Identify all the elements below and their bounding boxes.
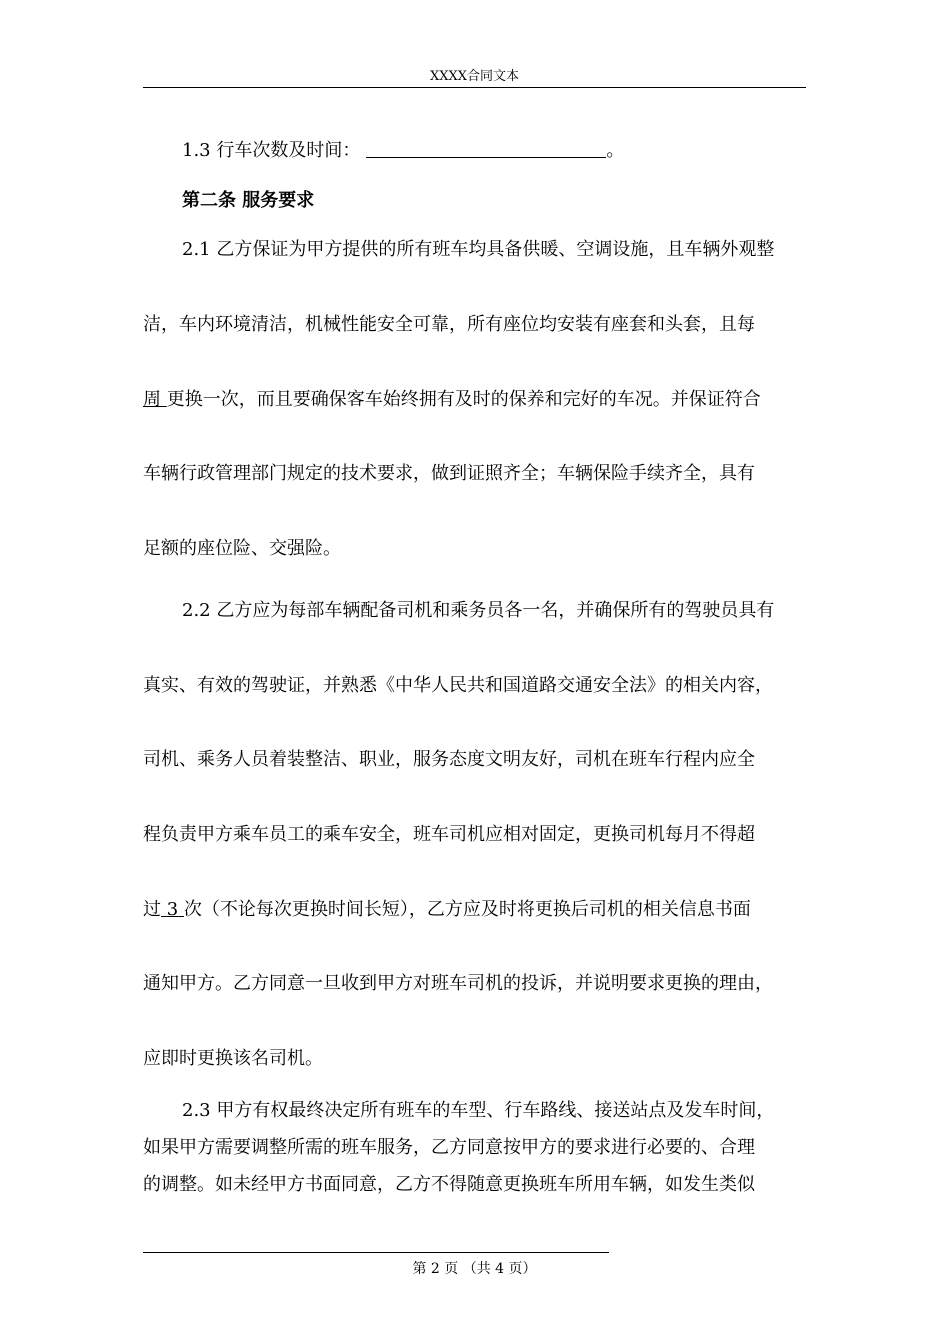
clause-2-1-line-2: 洁，车内环境清洁，机械性能安全可靠，所有座位均安装有座套和头套，且每 [143,314,755,335]
clause-2-2-line-1 [182,599,774,623]
clause-2-1-line-1 [182,238,774,262]
clause-tail: 。 [606,140,625,161]
clause-text: 甲方有权最终决定所有班车的车型、行车路线、接送站点及发车时间， [216,1100,775,1121]
clause-2-2-line-5 [143,898,751,922]
clause-number: 1.3 [182,140,211,161]
clause-2-2-line-7: 应即时更换该名司机。 [143,1048,323,1069]
clause-2-3-line-3: 的调整。如未经甲方书面同意，乙方不得随意更换班车所用车辆，如发生类似 [143,1174,755,1195]
clause-2-1-line-3 [143,388,761,412]
driver-change-count: 3 [166,899,179,920]
clause-2-2-line-3: 司机、乘务人员着装整洁、职业，服务态度文明友好，司机在班车行程内应全 [143,749,755,770]
clause-2-2-line-6: 通知甲方。乙方同意一旦收到甲方对班车司机的投诉，并说明要求更换的理由， [143,973,773,994]
clause-label: 行车次数及时间： [216,140,361,161]
page-number: 第 2 页 （共 4 页） [412,1261,537,1277]
clause-2-1-line-5: 足额的座位险、交强险。 [143,538,341,559]
clause-number: 2.3 [182,1100,211,1121]
clause-text: 乙方保证为甲方提供的所有班车均具备供暖、空调设施，且车辆外观整 [216,239,775,260]
underlined-word: 周 [143,389,161,410]
clause-2-3-line-2: 如果甲方需要调整所需的班车服务，乙方同意按甲方的要求进行必要的、合理 [143,1137,755,1158]
clause-2-2-line-4: 程负责甲方乘车员工的乘车安全，班车司机应相对固定，更换司机每月不得超 [143,824,755,845]
clause-text: 次（不论每次更换时间长短），乙方应及时将更换后司机的相关信息书面 [183,899,751,920]
clause-text: 乙方应为每部车辆配备司机和乘务员各一名，并确保所有的驾驶员具有 [216,600,775,621]
clause-text: 更换一次，而且要确保客车始终拥有及时的保养和完好的车况。并保证符合 [166,389,761,410]
clause-number: 2.2 [182,600,211,621]
header-rule [143,87,806,88]
page-header-title: XXXX合同文本 [429,69,520,84]
clause-2-3-line-1 [182,1099,774,1123]
clause-number: 2.1 [182,239,211,260]
clause-2-2-line-2: 真实、有效的驾驶证，并熟悉《中华人民共和国道路交通安全法》的相关内容， [143,675,773,696]
footer-rule [143,1252,609,1253]
clause-2-1-line-4: 车辆行政管理部门规定的技术要求，做到证照齐全；车辆保险手续齐全，具有 [143,463,755,484]
clause-1-3 [182,139,624,163]
fill-in-blank[interactable] [366,139,606,158]
clause-text: 过 [143,899,161,920]
article-heading: 第二条 服务要求 [182,190,315,211]
